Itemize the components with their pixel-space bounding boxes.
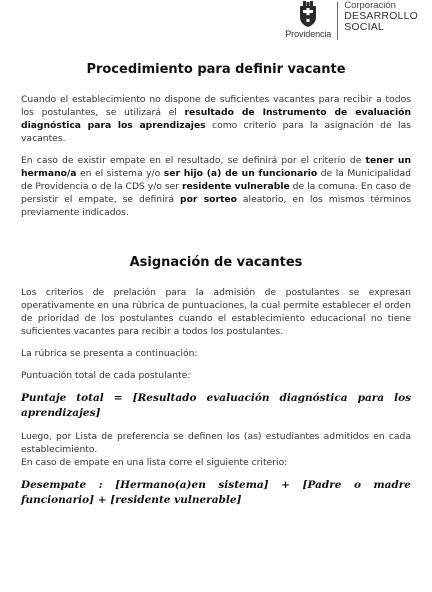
section-title-asignacion: Asignación de vacantes — [129, 255, 303, 270]
page-header — [285, 0, 418, 48]
paragraph-puntuacion-label: Puntuación total de cada postulante: — [21, 370, 191, 381]
paragraph-procedimiento-2: En caso de existir empate en el resultado, se definirá por el criterio de tener un hermano/a en el sistema y/o ser hijo (a) de un funcionario de la Municipalidad de Providencia o de la CDS y/o ser residente vulnerable de la comuna. En caso de persistir el empate, se definirá por sorteo aleatorio, en los mismos términos previamente indicados. — [21, 155, 411, 218]
document-body — [21, 62, 411, 508]
formula-desempate: Desempate : [Hermano(a)en sistema] + [Padre o madre funcionario] + [residente vulnerable] — [21, 479, 411, 506]
corporation-line-2: DESARROLLO — [344, 10, 418, 22]
corporation-name — [344, 0, 418, 33]
paragraph-asignacion-1: Los criterios de prelación para la admisión de postulantes se expresan operativamente en una rúbrica de puntuaciones, la cual permite establecer el orden de prioridad de los postulantes cuando el establecimiento educacional no tiene suficientes vacantes para recibir a todos los postulantes. — [21, 287, 411, 337]
section-title-procedimiento: Procedimiento para definir vacante — [86, 62, 346, 77]
corporation-line-1: Corporación — [344, 0, 396, 11]
paragraph-rubrica-intro: La rúbrica se presenta a continuación: — [21, 348, 198, 359]
paragraph-lista-preferencia: Luego, por Lista de preferencia se definen los (as) estudiantes admitidos en cada establecimiento. En caso de empate en una lista corre el siguiente criterio: — [21, 431, 411, 468]
corporation-line-3: SOCIAL — [344, 21, 384, 33]
providencia-logo — [285, 0, 331, 39]
formula-puntaje-total: Puntaje total = [Resultado evaluación diagnóstica para los aprendizajes] — [21, 392, 411, 419]
logo-divider — [337, 2, 338, 40]
municipality-name: Providencia — [285, 29, 332, 39]
coat-of-arms-icon — [297, 0, 319, 28]
paragraph-procedimiento-1: Cuando el establecimiento no dispone de suficientes vacantes para recibir a todos los postulantes, se utilizará el resultado de Instrumento de evaluación diagnóstica para los aprendizajes como criterio para la asignación de las vacantes. — [21, 94, 411, 144]
